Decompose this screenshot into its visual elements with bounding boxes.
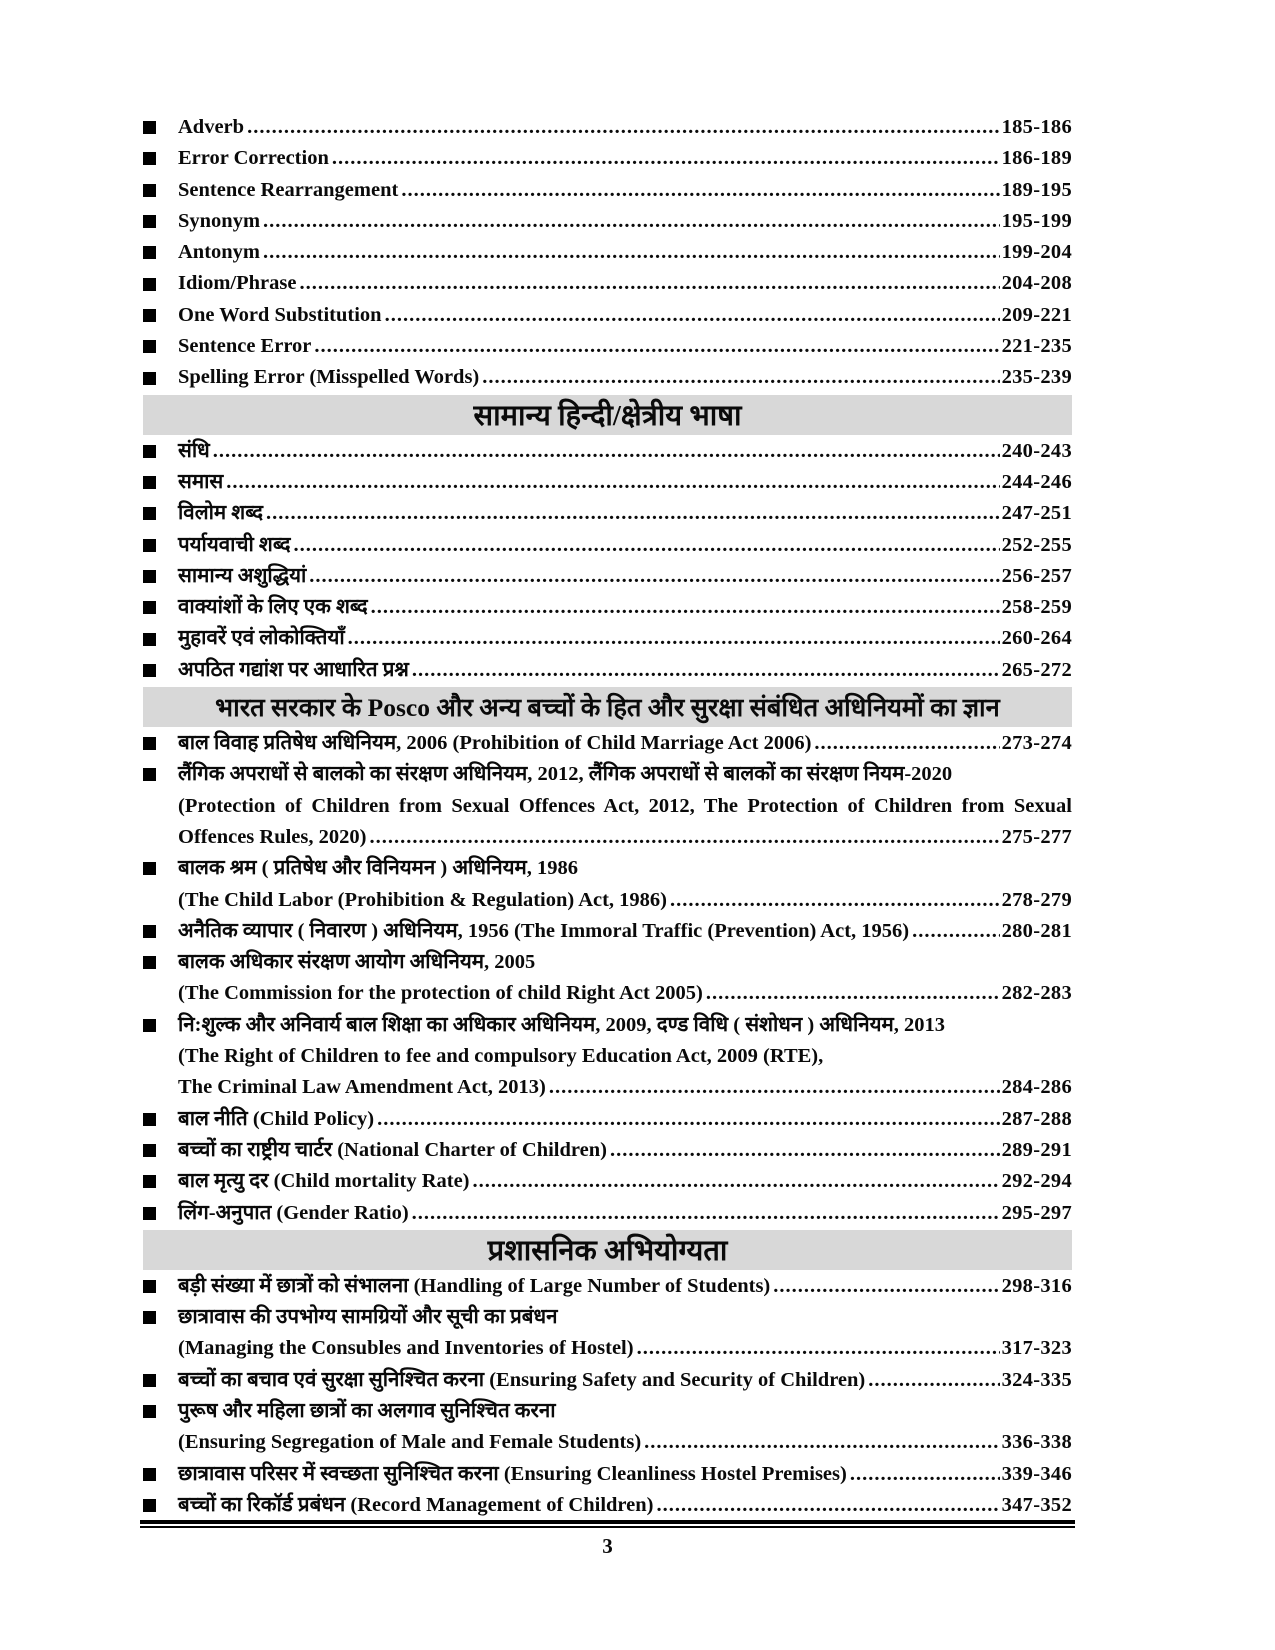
dotted-leader (263, 237, 1000, 268)
toc-item-pages: 278-279 (1001, 888, 1072, 911)
toc-item (143, 175, 1072, 206)
toc-item (143, 1271, 1072, 1302)
toc-item-pages: 275-277 (1001, 825, 1072, 848)
toc-item-continuation (143, 1041, 1072, 1072)
toc-item-pages: 185-186 (1001, 116, 1072, 138)
dotted-leader (473, 1166, 1000, 1197)
dotted-leader (377, 1104, 999, 1135)
toc-item-pages: 336-338 (1001, 1431, 1072, 1454)
dotted-leader (401, 175, 999, 206)
section-header: सामान्य हिन्दी/क्षेत्रीय भाषा (143, 395, 1072, 435)
toc-item (143, 1166, 1072, 1197)
toc-item-label: पर्यायवाची शब्द (178, 533, 291, 556)
toc-item-label: One Word Substitution (178, 303, 382, 326)
toc-item-label: Offences Rules, 2020) (178, 825, 367, 848)
toc-item (143, 1365, 1072, 1396)
toc-item-label: छात्रावास की उपभोग्य सामग्रियों और सूची का प्रबंधन (178, 1306, 558, 1329)
dotted-leader (549, 1072, 1000, 1103)
toc-item-label: Error Correction (178, 147, 329, 170)
toc-item (143, 853, 1072, 884)
toc-item-label: लैंगिक अपराधों से बालको का संरक्षण अधिनियम, 2012, लैंगिक अपराधों से बालकों का संरक्षण नियम-2020 (178, 763, 953, 786)
dotted-leader (912, 916, 999, 947)
toc-item-pages: 244-246 (1001, 470, 1072, 493)
toc-item (143, 1010, 1072, 1041)
toc-item-pages: 235-239 (1001, 366, 1072, 389)
toc-item (143, 1490, 1072, 1521)
toc-item-pages: 195-199 (1001, 209, 1072, 232)
footer-double-rule (140, 1520, 1075, 1528)
section-header: प्रशासनिक अभियोग्यता (143, 1230, 1072, 1270)
toc-item-pages: 221-235 (1001, 335, 1072, 358)
toc-item-label: बालक श्रम ( प्रतिषेध और विनियमन ) अधिनियम, 1986 (178, 857, 579, 880)
toc-item-pages: 289-291 (1001, 1138, 1072, 1161)
dotted-leader (656, 1490, 999, 1521)
dotted-leader (247, 112, 1000, 143)
toc-item-pages: 298-316 (1001, 1274, 1072, 1297)
toc-item-label: संधि (178, 439, 210, 462)
toc-item (143, 759, 1072, 790)
toc-item (143, 592, 1072, 623)
dotted-leader (385, 300, 1000, 331)
toc-item-label: बाल नीति (Child Policy) (178, 1107, 375, 1130)
toc-item-pages: 252-255 (1001, 533, 1072, 556)
toc-item-continuation (143, 885, 1072, 916)
bullet-square-icon (143, 1144, 156, 1157)
page-number: 3 (602, 1534, 613, 1558)
toc-item (143, 436, 1072, 467)
dotted-leader (263, 206, 1000, 237)
bullet-square-icon (143, 1405, 156, 1418)
dotted-leader (348, 623, 1000, 654)
toc-item-pages: 256-257 (1001, 564, 1072, 587)
toc-item-label: Antonym (178, 241, 261, 264)
toc-item-pages: 280-281 (1001, 919, 1072, 942)
toc-item (143, 655, 1072, 686)
toc-item (143, 237, 1072, 268)
bullet-square-icon (143, 476, 156, 489)
bullet-square-icon (143, 246, 156, 259)
toc-item-pages: 282-283 (1001, 982, 1072, 1005)
toc-item-label: (The Right of Children to fee and compulsory Education Act, 2009 (RTE), (178, 1045, 824, 1068)
bullet-square-icon (143, 372, 156, 385)
bullet-square-icon (143, 539, 156, 552)
bullet-square-icon (143, 768, 156, 781)
toc-item-pages: 265-272 (1001, 658, 1072, 681)
dotted-leader (299, 268, 999, 299)
dotted-leader (314, 331, 999, 362)
toc-item-pages: 199-204 (1001, 241, 1072, 264)
bullet-square-icon (143, 570, 156, 583)
dotted-leader (637, 1333, 1000, 1364)
toc-item-continuation (143, 978, 1072, 1009)
toc-item-pages: 324-335 (1001, 1368, 1072, 1391)
bullet-square-icon (143, 1113, 156, 1126)
bullet-square-icon (143, 278, 156, 291)
toc-item (143, 561, 1072, 592)
toc-item (143, 623, 1072, 654)
bullet-square-icon (143, 1019, 156, 1032)
dotted-leader (213, 436, 1000, 467)
dotted-leader (644, 1427, 999, 1458)
toc-item-label: नि:शुल्क और अनिवार्य बाल शिक्षा का अधिकार अधिनियम, 2009, दण्ड विधि ( संशोधन ) अधिनियम, 2013 (178, 1013, 946, 1036)
toc-item-label: बड़ी संख्या में छात्रों को संभालना (Handling of Large Number of Students) (178, 1274, 771, 1297)
toc-item-label: Sentence Rearrangement (178, 178, 399, 201)
bullet-square-icon (143, 633, 156, 646)
toc-item (143, 143, 1072, 174)
toc-item-label: Idiom/Phrase (178, 272, 297, 295)
bullet-square-icon (143, 445, 156, 458)
bullet-square-icon (143, 1280, 156, 1293)
bullet-square-icon (143, 925, 156, 938)
toc-item-label: सामान्य अशुद्धियां (178, 564, 307, 587)
toc-item-label: (The Child Labor (Prohibition & Regulation) Act, 1986) (178, 888, 667, 911)
toc-item (143, 112, 1072, 143)
toc-item-label: समास (178, 470, 224, 493)
bullet-square-icon (143, 152, 156, 165)
toc-item-label: बाल विवाह प्रतिषेध अधिनियम, 2006 (Prohibition of Child Marriage Act 2006) (178, 732, 812, 755)
toc-item (143, 1198, 1072, 1229)
dotted-leader (266, 498, 1000, 529)
bullet-square-icon (143, 507, 156, 520)
bullet-square-icon (143, 862, 156, 875)
toc-item (143, 362, 1072, 393)
dotted-leader (371, 592, 1000, 623)
dotted-leader (369, 822, 999, 853)
bullet-square-icon (143, 340, 156, 353)
bullet-square-icon (143, 184, 156, 197)
toc-item-label: (The Commission for the protection of child Right Act 2005) (178, 982, 703, 1005)
bullet-square-icon (143, 601, 156, 614)
toc-item-label: (Managing the Consubles and Inventories of Hostel) (178, 1337, 634, 1360)
toc-item-label: विलोम शब्द (178, 502, 263, 525)
toc-item-continuation (143, 1427, 1072, 1458)
bullet-square-icon (143, 1311, 156, 1324)
bullet-square-icon (143, 309, 156, 322)
toc-item (143, 300, 1072, 331)
toc-item (143, 530, 1072, 561)
toc-item (143, 728, 1072, 759)
toc-item-label: बालक अधिकार संरक्षण आयोग अधिनियम, 2005 (178, 951, 536, 974)
bullet-square-icon (143, 1175, 156, 1188)
dotted-leader (706, 978, 1000, 1009)
toc-content (143, 112, 1072, 1521)
toc-item (143, 947, 1072, 978)
toc-item (143, 1104, 1072, 1135)
dotted-leader (773, 1271, 999, 1302)
toc-item-pages: 273-274 (1001, 732, 1072, 755)
toc-item-label: पुरूष और महिला छात्रों का अलगाव सुनिश्चित करना (178, 1399, 556, 1422)
toc-item-pages: 260-264 (1001, 627, 1072, 650)
dotted-leader (814, 728, 999, 759)
toc-item-pages: 339-346 (1001, 1462, 1072, 1485)
toc-item-label: बच्चों का बचाव एवं सुरक्षा सुनिश्चित करना (Ensuring Safety and Security of Children) (178, 1368, 866, 1391)
bullet-square-icon (143, 1374, 156, 1387)
toc-item-pages: 295-297 (1001, 1201, 1072, 1224)
toc-item-label: Synonym (178, 209, 261, 232)
toc-item-pages: 258-259 (1001, 596, 1072, 619)
toc-item (143, 268, 1072, 299)
dotted-leader (868, 1365, 999, 1396)
toc-item (143, 1302, 1072, 1333)
dotted-leader (850, 1459, 1000, 1490)
toc-item-pages: 209-221 (1001, 303, 1072, 326)
dotted-leader (294, 530, 1000, 561)
toc-item-continuation: (Protection of Children from Sexual Offences Act, 2012, The Protection of Children from Sexual (178, 794, 1072, 817)
toc-item (143, 498, 1072, 529)
toc-item-pages: 240-243 (1001, 439, 1072, 462)
toc-item-label: बच्चों का रिकॉर्ड प्रबंधन (Record Management of Children) (178, 1493, 654, 1516)
toc-item-pages: 287-288 (1001, 1107, 1072, 1130)
toc-item-pages: 284-286 (1001, 1076, 1072, 1099)
toc-item-pages: 186-189 (1001, 147, 1072, 170)
toc-item-label: छात्रावास परिसर में स्वच्छता सुनिश्चित करना (Ensuring Cleanliness Hostel Premises) (178, 1462, 847, 1485)
toc-item (143, 1135, 1072, 1166)
bullet-square-icon (143, 664, 156, 677)
toc-item-label: अनैतिक व्यापार ( निवारण ) अधिनियम, 1956 (The Immoral Traffic (Prevention) Act, 1956) (178, 919, 910, 942)
toc-item-continuation (143, 822, 1072, 853)
toc-item-label: अपठित गद्यांश पर आधारित प्रश्न (178, 658, 409, 681)
toc-item-label: बाल मृत्यु दर (Child mortality Rate) (178, 1170, 470, 1193)
dotted-leader (332, 143, 1000, 174)
bullet-square-icon (143, 956, 156, 969)
toc-item-label: The Criminal Law Amendment Act, 2013) (178, 1076, 546, 1099)
toc-item (143, 1396, 1072, 1427)
dotted-leader (412, 655, 1000, 686)
bullet-square-icon (143, 215, 156, 228)
dotted-leader (670, 885, 1000, 916)
toc-item-pages: 347-352 (1001, 1493, 1072, 1516)
toc-item-label: Spelling Error (Misspelled Words) (178, 366, 480, 389)
toc-item (143, 467, 1072, 498)
toc-item-label: लिंग-अनुपात (Gender Ratio) (178, 1201, 409, 1224)
bullet-square-icon (143, 1207, 156, 1220)
toc-item-pages: 204-208 (1001, 272, 1072, 295)
toc-item-pages: 247-251 (1001, 502, 1072, 525)
section-header: भारत सरकार के Posco और अन्य बच्चों के हित और सुरक्षा संबंधित अधिनियमों का ज्ञान (143, 687, 1072, 727)
dotted-leader (226, 467, 999, 498)
dotted-leader (610, 1135, 1000, 1166)
toc-item-label: Adverb (178, 116, 245, 138)
toc-item (143, 331, 1072, 362)
dotted-leader (309, 561, 999, 592)
bullet-square-icon (143, 737, 156, 750)
toc-item-continuation (143, 1072, 1072, 1103)
toc-item (143, 1459, 1072, 1490)
toc-item-label: वाक्यांशों के लिए एक शब्द (178, 596, 368, 619)
toc-item (143, 206, 1072, 237)
toc-item-pages: 189-195 (1001, 178, 1072, 201)
toc-item-pages: 317-323 (1001, 1337, 1072, 1360)
toc-item-label: बच्चों का राष्ट्रीय चार्टर (National Charter of Children) (178, 1138, 607, 1161)
dotted-leader (482, 362, 999, 393)
dotted-leader (412, 1198, 1000, 1229)
toc-item-pages: 292-294 (1001, 1170, 1072, 1193)
bullet-square-icon (143, 1499, 156, 1512)
toc-item-label: Sentence Error (178, 335, 312, 358)
toc-item (143, 916, 1072, 947)
bullet-square-icon (143, 1468, 156, 1481)
toc-item-label: (Ensuring Segregation of Male and Female Students) (178, 1431, 642, 1454)
bullet-square-icon (143, 121, 156, 134)
toc-item-continuation (143, 1333, 1072, 1364)
toc-item-label: मुहावरें एवं लोकोक्तियाँ (178, 627, 345, 650)
